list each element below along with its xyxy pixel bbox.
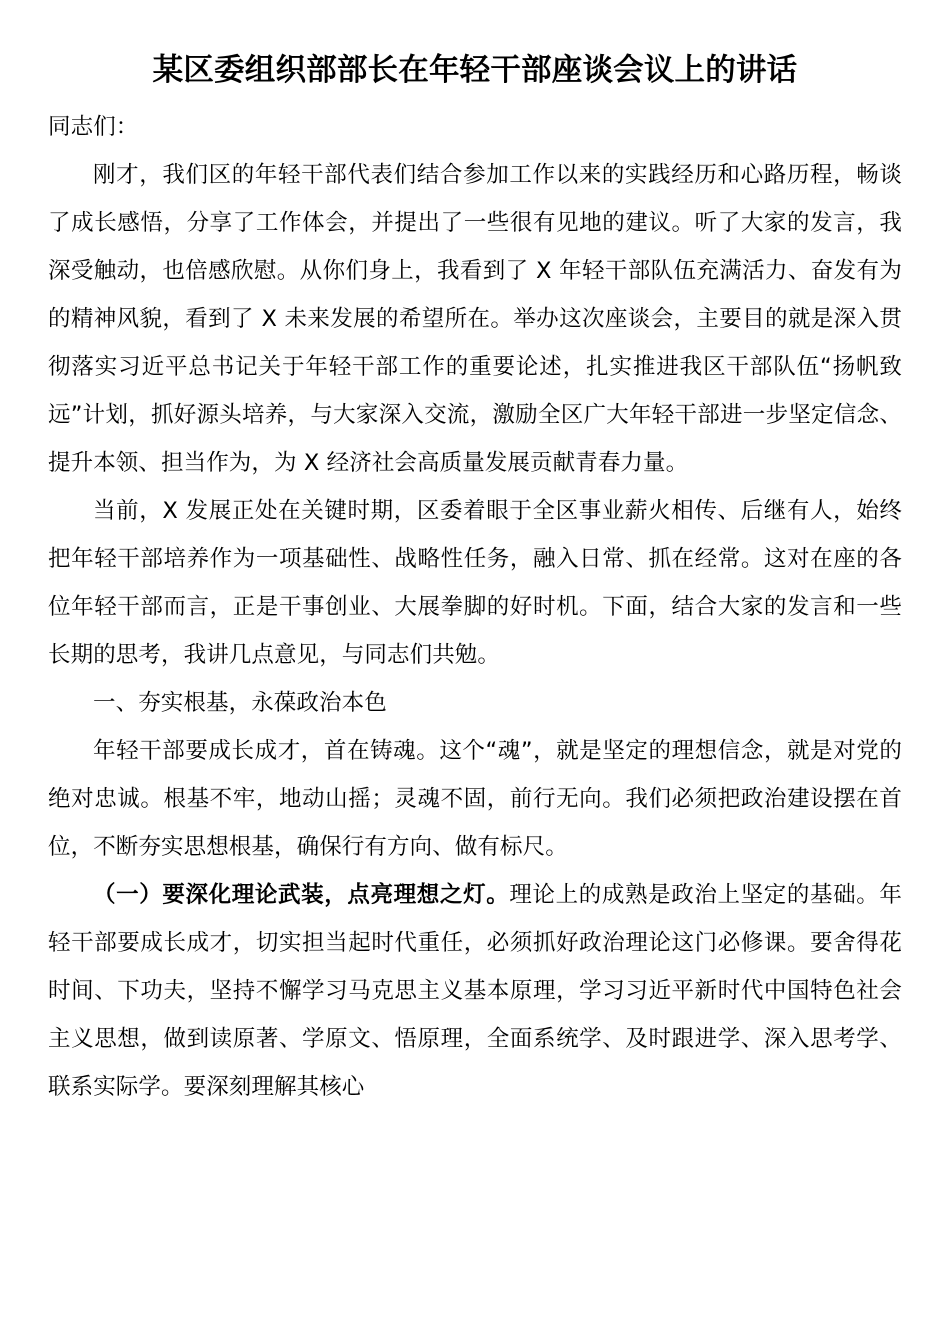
subsection-1-1-paragraph [48,871,902,1111]
section-1-paragraph-1: 年轻干部要成长成才，首在铸魂。这个“魂”，就是坚定的理想信念，就是对党的绝对忠诚。根基不牢，地动山摇；灵魂不固，前行无向。我们必须把政治建设摆在首位，不断夯实思想根基，确保行有方向、做有标尺。 [48,737,902,860]
body-paragraph-1: 刚才，我们区的年轻干部代表们结合参加工作以来的实践经历和心路历程，畅谈了成长感悟，分享了工作体会，并提出了一些很有见地的建议。听了大家的发言，我深受触动，也倍感欣慰。从你们身上，我看到了 X 年轻干部队伍充满活力、奋发有为的精神风貌，看到了 X 未来发展的希望所在。举办这次座谈会，主要目的就是深入贯彻落实习近平总书记关于年轻干部工作的重要论述，扎实推进我区干部队伍“扬帆致远”计划，抓好源头培养，与大家深入交流，激励全区广大年轻干部进一步坚定信念、提升本领、担当作为，为 X 经济社会高质量发展贡献青春力量。 [48,161,902,476]
subsection-1-1-body: 理论上的成熟是政治上坚定的基础。年轻干部要成长成才，切实担当起时代重任，必须抓好政治理论这门必修课。要舍得花时间、下功夫，坚持不懈学习马克思主义基本原理，学习习近平新时代中国特色社会主义思想，做到读原著、学原文、悟原理，全面系统学、及时跟进学、深入思考学、联系实际学。要深刻理解其核心 [48,881,902,1100]
section-heading-1: 一、夯实根基，永葆政治本色 [93,689,387,716]
body-paragraph-2: 当前，X 发展正处在关键时期，区委着眼于全区事业薪火相传、后继有人，始终把年轻干部培养作为一项基础性、战略性任务，融入日常、抓在经常。这对在座的各位年轻干部而言，正是干事创业、大展拳脚的好时机。下面，结合大家的发言和一些长期的思考，我讲几点意见，与同志们共勉。 [48,497,902,668]
salutation: 同志们： [48,113,139,140]
subsection-1-1-lead: （一）要深化理论武装，点亮理想之灯。 [93,881,510,908]
document-body [48,0,902,1111]
document-title: 某区委组织部部长在年轻干部座谈会议上的讲话 [152,53,798,88]
